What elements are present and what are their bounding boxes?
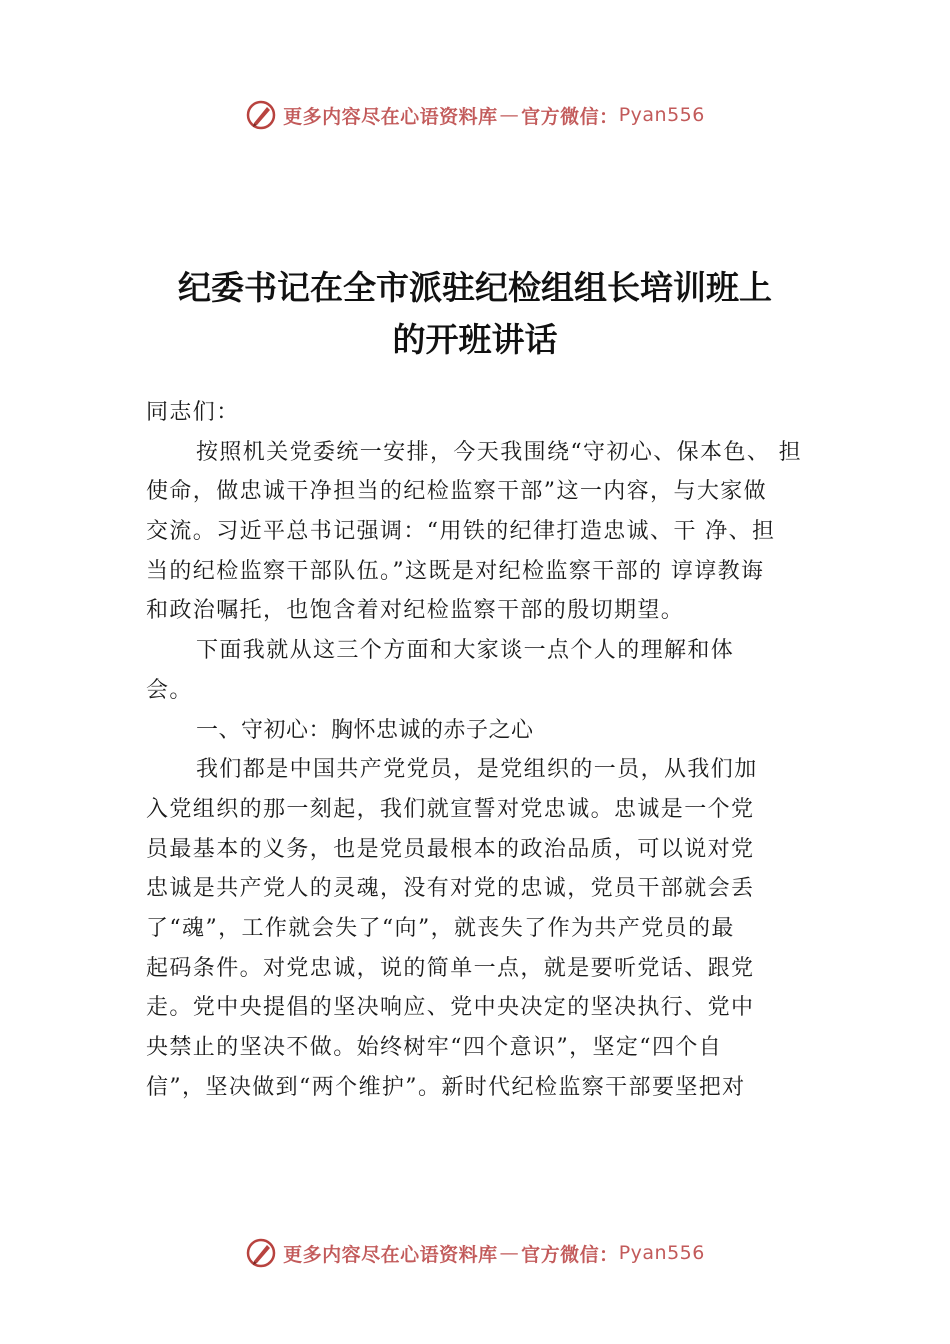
body-line: 了“魂”，工作就会失了“向”，就丧失了作为共产党员的最 — [146, 915, 735, 941]
body-line: 入党组织的那一刻起，我们就宣誓对党忠诚。忠诚是一个党 — [146, 796, 755, 822]
body-line: 我们都是中国共产党党员，是党组织的一员，从我们加 — [196, 757, 758, 783]
pen-logo-icon — [245, 99, 277, 131]
body-line: 忠诚是共产党人的灵魂，没有对党的忠诚，党员干部就会丢 — [146, 876, 755, 902]
watermark-official-label: 官方微信： — [521, 105, 619, 128]
title-line-2: 的开班讲话 — [392, 320, 558, 359]
body-line: 使命，做忠诚干净担当的纪检监察干部”这一内容，与大家做 — [146, 479, 768, 505]
title-line-1: 纪委书记在全市派驻纪检组组长培训班上 — [178, 268, 772, 307]
salutation: 同志们： — [146, 400, 240, 425]
watermark-official-label: 官方微信： — [521, 1243, 619, 1266]
body-line: 和政治嘱托，也饱含着对纪检监察干部的殷切期望。 — [146, 598, 685, 624]
body-line: 交流。习近平总书记强调：“用铁的纪律打造忠诚、干 净、担 — [146, 519, 776, 545]
body-line: 信”，坚决做到“两个维护”。新时代纪检监察干部要坚把对 — [146, 1074, 746, 1100]
watermark-wechat-id: Pyan556 — [618, 104, 705, 126]
watermark-wechat-id: Pyan556 — [618, 1242, 705, 1264]
watermark-header — [0, 95, 950, 135]
body-line: 当的纪检监察干部队伍。”这既是对纪检监察干部的 谆谆教诲 — [146, 558, 765, 584]
watermark-separator: — — [499, 1242, 520, 1264]
watermark-separator: — — [499, 104, 520, 126]
document-body — [146, 393, 836, 1107]
document-title — [120, 262, 830, 366]
body-line: 会。 — [146, 677, 193, 703]
body-line: 走。党中央提倡的坚决响应、党中央决定的坚决执行、党中 — [146, 995, 755, 1021]
body-line: 起码条件。对党忠诚，说的简单一点，就是要听党话、跟党 — [146, 955, 755, 981]
body-line: 下面我就从这三个方面和大家谈一点个人的理解和体 — [196, 638, 735, 664]
watermark-footer — [0, 1233, 950, 1273]
section-heading: 一、守初心：胸怀忠诚的赤子之心 — [196, 717, 534, 743]
body-line: 央禁止的坚决不做。始终树牢“四个意识”，坚定“四个自 — [146, 1035, 723, 1060]
body-line: 员最基本的义务，也是党员最根本的政治品质，可以说对党 — [146, 836, 755, 862]
watermark-text: 更多内容尽在心语资料库 — [283, 1243, 498, 1266]
body-line: 按照机关党委统一安排，今天我围绕“守初心、保本色、 担 — [196, 439, 803, 465]
watermark-text: 更多内容尽在心语资料库 — [283, 105, 498, 128]
pen-logo-icon — [245, 1237, 277, 1269]
